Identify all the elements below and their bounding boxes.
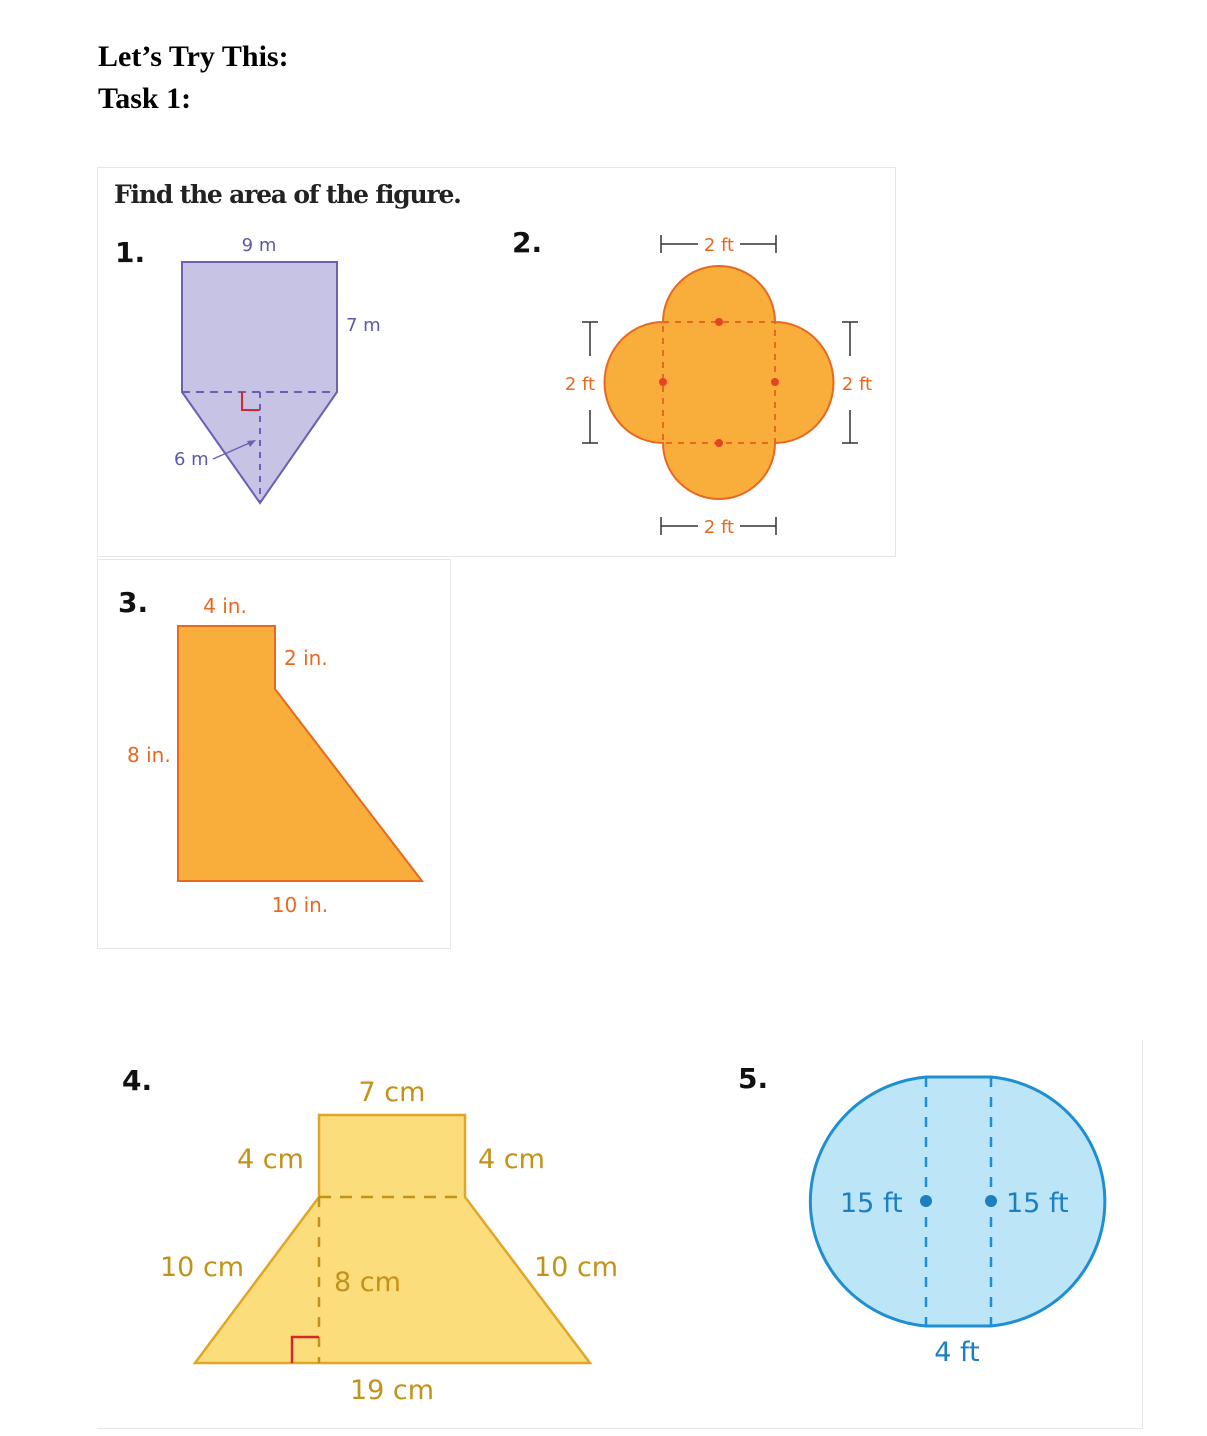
figure-4-top-label: 7 cm <box>358 1077 426 1108</box>
figure-2-right-label: 2 ft <box>841 374 873 395</box>
figure-3 <box>127 594 422 917</box>
figure-5-dot-left <box>920 1195 932 1207</box>
figure-5-bottom-label: 4 ft <box>934 1337 980 1368</box>
figure-2-bottom-label: 2 ft <box>703 517 735 538</box>
figure-4-right-small-label: 4 cm <box>478 1144 545 1175</box>
problem-3-number: 3. <box>118 586 149 619</box>
task-heading: Task 1: <box>98 82 192 115</box>
problem-4-number: 4. <box>122 1064 153 1097</box>
figure-4-left-slant-label: 10 cm <box>160 1252 245 1283</box>
figure-5-dot-right <box>985 1195 997 1207</box>
figure-3-left-label: 8 in. <box>127 743 171 767</box>
figure-4-bottom-label: 19 cm <box>349 1375 435 1406</box>
figure-5-left-label: 15 ft <box>840 1188 903 1219</box>
figure-2-dot-top <box>715 318 723 326</box>
figure-4-left-small-label: 4 cm <box>237 1144 304 1175</box>
problem-5-number: 5. <box>738 1062 769 1095</box>
figure-1-top-label: 9 m <box>241 235 277 256</box>
figure-1 <box>174 235 381 503</box>
lets-try-heading: Let’s Try This: <box>98 40 289 73</box>
figure-3-top-label: 4 in. <box>203 594 247 618</box>
figure-1-side-label: 7 m <box>346 315 381 336</box>
problem-1-number: 1. <box>115 236 146 269</box>
figure-2-dot-bottom <box>715 439 723 447</box>
figure-5-right-label: 15 ft <box>1006 1188 1069 1219</box>
problem-2-number: 2. <box>512 226 543 259</box>
figure-4-height-label: 8 cm <box>334 1267 401 1298</box>
figure-4 <box>160 1077 618 1406</box>
figure-4-right-slant-label: 10 cm <box>534 1252 619 1283</box>
figure-3-notch-label: 2 in. <box>284 646 328 670</box>
figure-2-top-label: 2 ft <box>703 235 735 256</box>
figure-3-bottom-label: 10 in. <box>271 893 329 917</box>
figure-2-shape <box>605 266 834 499</box>
figure-2 <box>565 235 872 538</box>
figure-1-height-label: 6 m <box>174 449 209 470</box>
instruction-text: Find the area of the figure. <box>114 180 461 209</box>
figure-2-dot-right <box>771 378 779 386</box>
figure-2-dot-left <box>659 378 667 386</box>
figure-2-left-label: 2 ft <box>564 374 596 395</box>
figure-5 <box>810 1077 1104 1368</box>
